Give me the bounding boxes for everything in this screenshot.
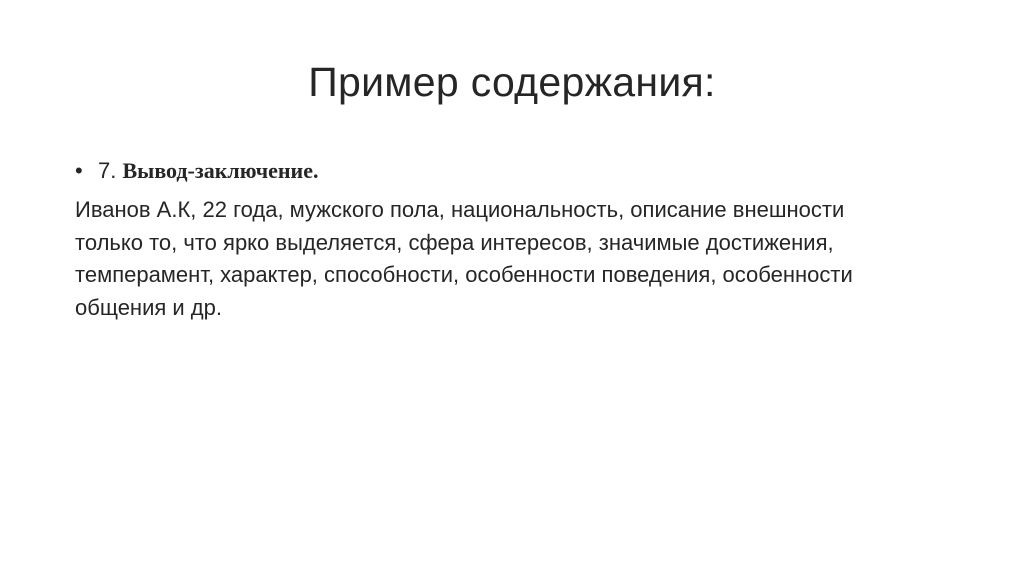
bullet-heading: Вывод-заключение.: [122, 158, 319, 183]
bullet-dot-icon: •: [75, 158, 83, 183]
body-paragraph: Иванов А.К, 22 года, мужского пола, национальность, описание внешности только то, что ярко выделяется, сфера интересов, значимые достижения, темперамент, характер, способности, особенности поведения, особенности общения и др.: [75, 197, 853, 320]
bullet-number: 7.: [98, 158, 123, 183]
bullet-item: [75, 150, 935, 192]
slide-title: Пример содержания:: [308, 59, 716, 105]
slide-content: [75, 150, 935, 324]
